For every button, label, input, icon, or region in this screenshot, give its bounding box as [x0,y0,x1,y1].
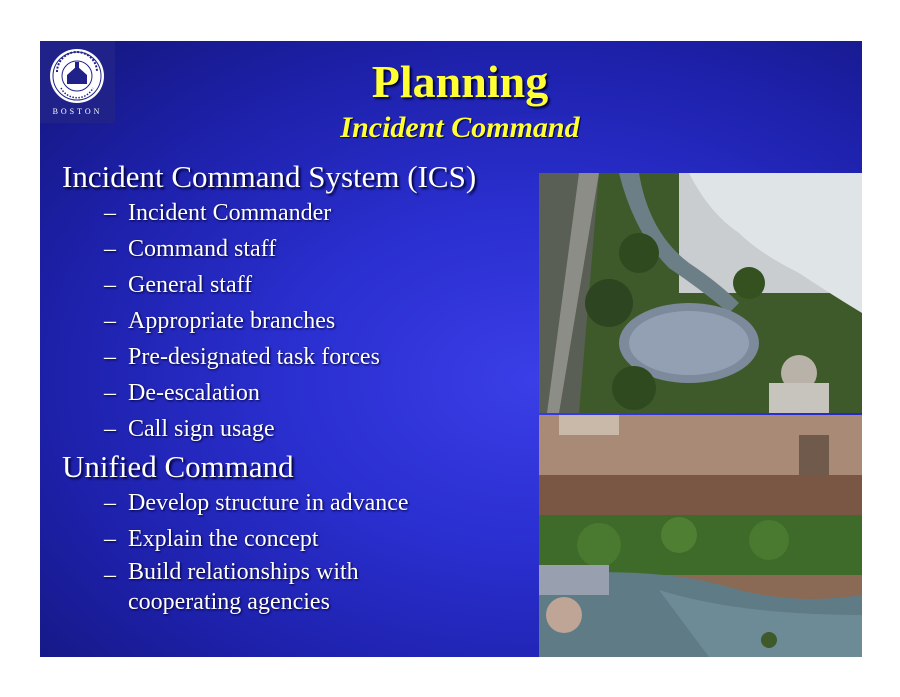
ics-bullet-list [62,195,542,447]
aerial-park-image [539,173,862,413]
list-item: – Command staff [104,236,277,262]
section-heading-ics: Incident Command System (ICS) [62,159,477,194]
aerial-photo-esplanade-crowd [539,173,862,413]
slide-content [62,159,542,619]
list-item: – General staff [104,272,253,298]
list-item: – Pre-designated task forces [104,344,380,370]
unified-command-bullet-list [62,485,464,617]
aerial-city-image [539,415,862,657]
list-item: – Call sign usage [104,416,275,442]
list-item: – Build relationships with cooperating agencies [104,559,359,615]
list-item: – De-escalation [104,380,260,406]
list-item: – Develop structure in advance [104,490,409,516]
aerial-photo-back-bay [539,415,862,657]
section-heading-unified-command: Unified Command [62,449,294,484]
boston-logo [40,41,115,123]
slide [40,41,862,657]
public-health-commission-seal-icon [49,48,105,104]
list-item: – Incident Commander [104,200,332,226]
logo-city-text: BOSTON [52,107,103,116]
slide-title: Planning [371,56,549,107]
list-item: – Explain the concept [104,526,319,552]
list-item: – Appropriate branches [104,308,336,334]
slide-subtitle: Incident Command [340,111,580,144]
